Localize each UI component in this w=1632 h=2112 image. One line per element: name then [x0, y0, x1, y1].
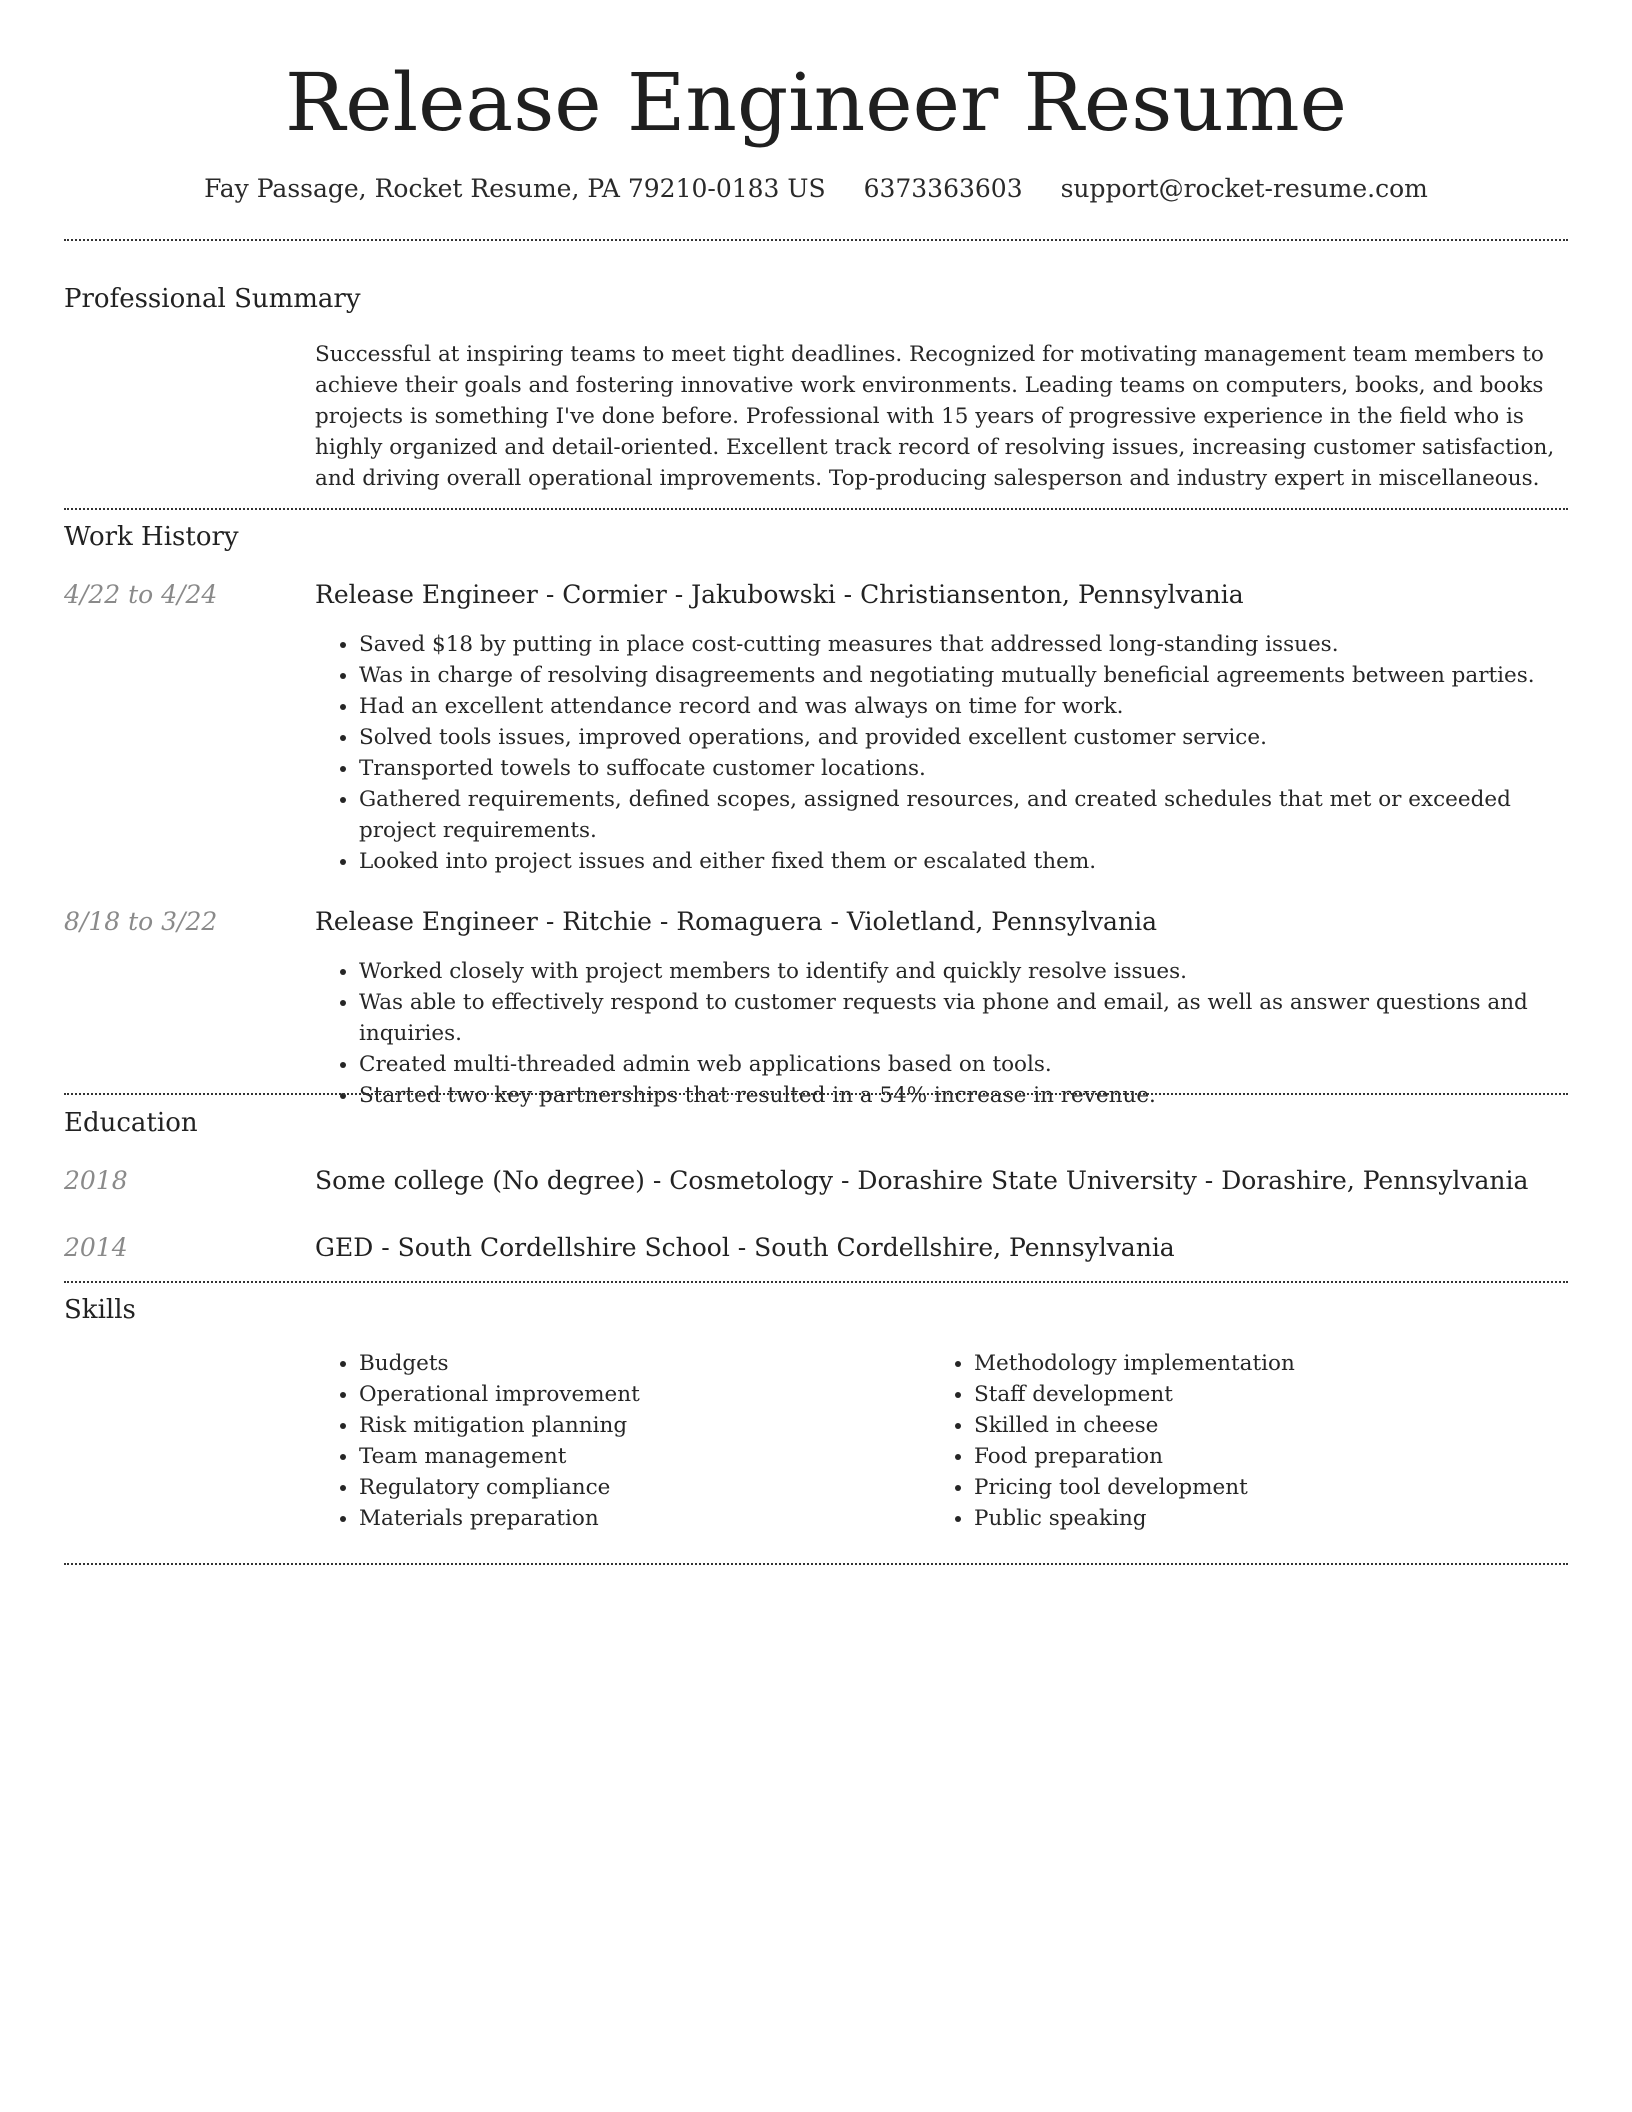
job-dates: 4/22 to 4/24	[64, 580, 218, 609]
skill-item: • Team management	[359, 1441, 925, 1472]
education-year: 2014	[64, 1233, 128, 1262]
job-title: Release Engineer - Ritchie - Romaguera - Violetland, Pennsylvania	[315, 907, 1157, 936]
skill-item: • Regulatory compliance	[359, 1472, 925, 1503]
list-item: • Worked closely with project members to identify and quickly resolve issues.	[359, 956, 1568, 987]
skill-item: • Skilled in cheese	[974, 1410, 1568, 1441]
contact-email: support@rocket-resume.com	[1060, 174, 1428, 203]
skill-item: • Food preparation	[974, 1441, 1568, 1472]
skill-item: • Pricing tool development	[974, 1472, 1568, 1503]
skill-item: • Public speaking	[974, 1503, 1568, 1534]
summary-heading: Professional Summary	[64, 284, 361, 314]
list-item: • Transported towels to suffocate customer locations.	[359, 753, 1568, 784]
list-item: • Looked into project issues and either fixed them or escalated them.	[359, 846, 1568, 877]
contact-line	[0, 170, 1632, 208]
skill-item: • Budgets	[359, 1348, 925, 1379]
list-item: • Created multi-threaded admin web applications based on tools.	[359, 1049, 1568, 1080]
divider	[64, 239, 1568, 241]
resume-title: Release Engineer Resume	[285, 56, 1347, 149]
list-item: • Gathered requirements, defined scopes, assigned resources, and created schedules that met or exceeded project requirements.	[359, 784, 1568, 846]
divider	[64, 508, 1568, 510]
education-heading: Education	[64, 1108, 198, 1138]
list-item: • Saved $18 by putting in place cost-cutting measures that addressed long-standing issues.	[359, 629, 1568, 660]
list-item: • Solved tools issues, improved operations, and provided excellent customer service.	[359, 722, 1568, 753]
skill-item: • Methodology implementation	[974, 1348, 1568, 1379]
contact-address: Fay Passage, Rocket Resume, PA 79210-0183 US	[204, 174, 826, 203]
list-item: • Had an excellent attendance record and was always on time for work.	[359, 691, 1568, 722]
list-item: • Was in charge of resolving disagreements and negotiating mutually beneficial agreements between parties.	[359, 660, 1568, 691]
skill-item: • Operational improvement	[359, 1379, 925, 1410]
list-item: • Was able to effectively respond to customer requests via phone and email, as well as answer questions and inquiries.	[359, 987, 1568, 1049]
job-title: Release Engineer - Cormier - Jakubowski - Christiansenton, Pennsylvania	[315, 580, 1244, 609]
divider	[64, 1281, 1568, 1283]
skills-list-left	[315, 1348, 925, 1534]
divider	[64, 1093, 1568, 1095]
skill-item: • Risk mitigation planning	[359, 1410, 925, 1441]
skills-heading: Skills	[64, 1295, 136, 1325]
work-history-heading: Work History	[64, 522, 239, 552]
job-dates: 8/18 to 3/22	[64, 907, 218, 936]
education-year: 2018	[64, 1166, 128, 1195]
job-bullets	[315, 629, 1568, 877]
skill-item: • Materials preparation	[359, 1503, 925, 1534]
education-entry: GED - South Cordellshire School - South Cordellshire, Pennsylvania	[315, 1233, 1175, 1262]
education-entry: Some college (No degree) - Cosmetology - Dorashire State University - Dorashire, Pennsylvania	[315, 1166, 1529, 1195]
contact-phone: 6373363603	[863, 174, 1023, 203]
skills-list-right	[930, 1348, 1568, 1534]
summary-text: Successful at inspiring teams to meet tight deadlines. Recognized for motivating management team members to achieve their goals and fostering innovative work environments. Leading teams on computers, books, and books projects is something I've done before. Professional with 15 years of progressive experience in the field who is highly organized and detail-oriented. Excellent track record of resolving issues, increasing customer satisfaction, and driving overall operational improvements. Top-producing salesperson and industry expert in miscellaneous.	[315, 342, 1555, 491]
job-bullets	[315, 956, 1568, 1111]
list-item: • Started two key partnerships that resulted in a 54% increase in revenue.	[359, 1080, 1568, 1111]
divider	[64, 1563, 1568, 1565]
skill-item: • Staff development	[974, 1379, 1568, 1410]
